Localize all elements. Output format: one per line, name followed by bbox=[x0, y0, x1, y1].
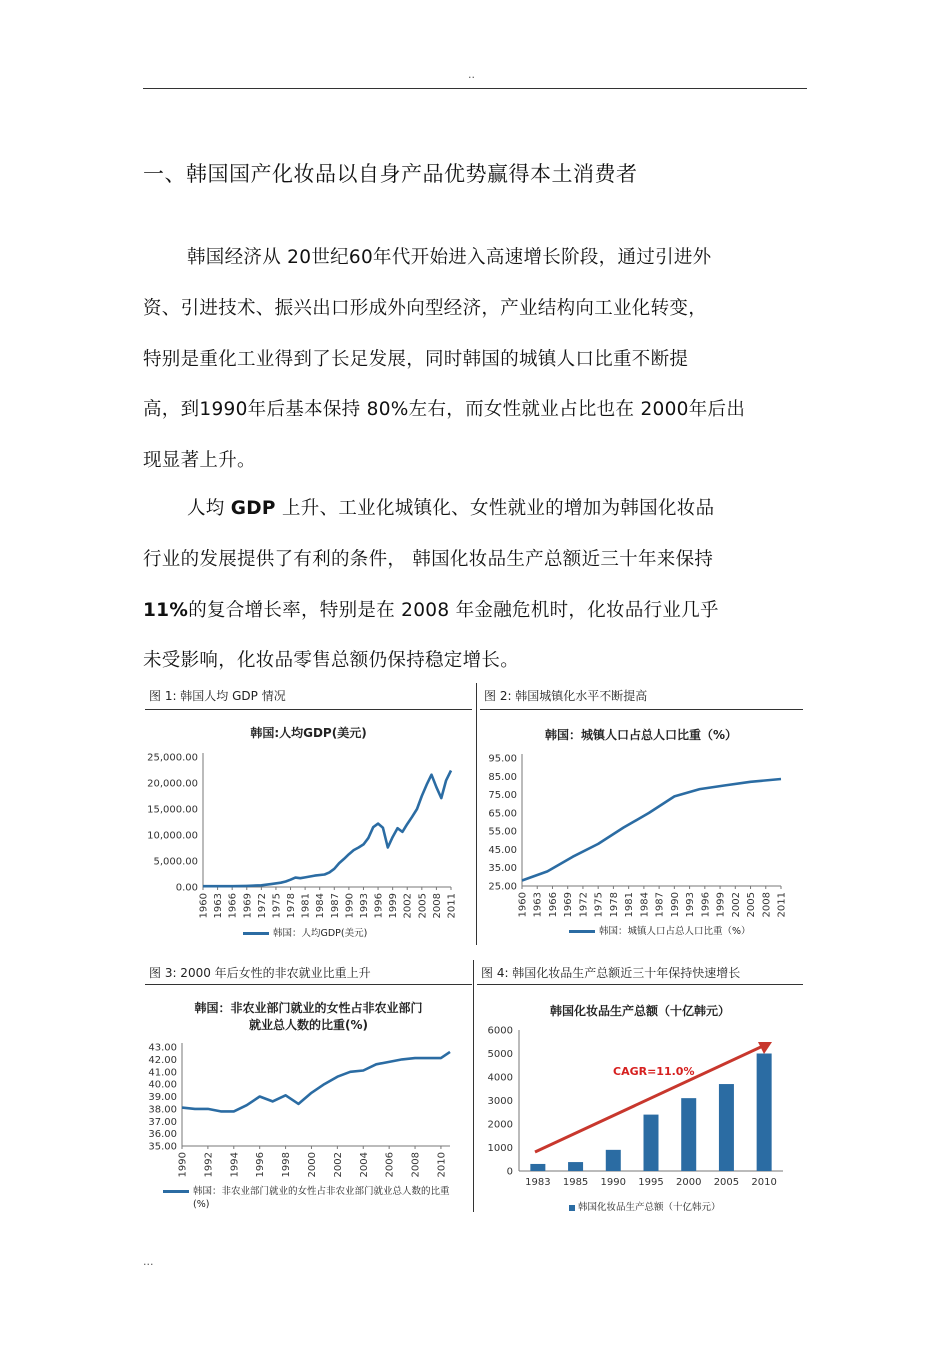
y-tick-label: 5,000.00 bbox=[153, 856, 198, 868]
paragraph1-line-1: 韩国经济从 20世纪60年代开始进入高速增长阶段，通过引进外 bbox=[187, 247, 712, 268]
chart-gdp bbox=[145, 712, 472, 944]
y-tick-label: 40.00 bbox=[148, 1079, 177, 1091]
chart-female-legend bbox=[163, 1185, 450, 1211]
p2-text-a: 人均 bbox=[187, 498, 231, 519]
y-tick-label: 35.00 bbox=[148, 1141, 177, 1153]
paragraph2-line-4: 未受影响，化妆品零售总额仍保持稳定增长。 bbox=[143, 650, 520, 671]
bar bbox=[568, 1162, 583, 1171]
chart-female-plot bbox=[145, 1036, 472, 1186]
chart-female-title bbox=[145, 1000, 472, 1034]
fig1-rule bbox=[145, 709, 472, 710]
x-tick-label: 1966 bbox=[227, 893, 239, 919]
legend-unit: (%) bbox=[193, 1199, 210, 1210]
x-tick-label: 2008 bbox=[761, 892, 773, 918]
x-tick-label: 1960 bbox=[198, 893, 210, 919]
x-tick-label: 2008 bbox=[410, 1152, 422, 1178]
y-tick-label: 10,000.00 bbox=[147, 830, 198, 842]
bar bbox=[757, 1054, 772, 1172]
chart-female-title-line-2: 就业总人数的比重(%) bbox=[249, 1018, 368, 1032]
x-tick-label: 2002 bbox=[402, 893, 414, 919]
y-tick-label: 35.00 bbox=[488, 863, 517, 875]
x-tick-label: 1975 bbox=[271, 893, 283, 919]
x-tick-label: 2008 bbox=[431, 893, 443, 919]
paragraph2-line-1 bbox=[187, 494, 714, 520]
section-heading: 一、韩国国产化妆品以自身产品优势赢得本土消费者 bbox=[143, 162, 638, 186]
y-tick-label: 0.00 bbox=[175, 882, 198, 894]
chart-gdp-legend bbox=[243, 925, 367, 939]
fig4-caption: 图 4: 韩国化妆品生产总额近三十年保持快速增长 bbox=[481, 966, 741, 980]
fig2-caption: 图 2: 韩国城镇化水平不断提高 bbox=[484, 689, 648, 703]
x-tick-label: 2000 bbox=[675, 1177, 702, 1188]
legend-swatch bbox=[569, 930, 595, 933]
paragraph1-line-3: 特别是重化工业得到了长足发展，同时韩国的城镇人口比重不断提 bbox=[143, 349, 689, 370]
x-tick-label: 2011 bbox=[446, 893, 458, 919]
y-tick-label: 39.00 bbox=[148, 1092, 177, 1103]
x-tick-label: 1978 bbox=[608, 892, 620, 918]
x-tick-label: 1985 bbox=[562, 1177, 589, 1188]
x-tick-label: 1963 bbox=[532, 892, 544, 918]
bar bbox=[530, 1164, 545, 1171]
x-tick-label: 1987 bbox=[329, 893, 341, 919]
y-tick-label: 85.00 bbox=[488, 771, 517, 783]
y-tick-label: 42.00 bbox=[148, 1054, 177, 1066]
p2-gdp: GDP bbox=[230, 498, 276, 519]
chart-urban-plot bbox=[479, 742, 803, 942]
x-tick-label: 1996 bbox=[700, 892, 712, 918]
x-tick-label: 1960 bbox=[517, 892, 529, 918]
column-divider-top bbox=[476, 683, 477, 945]
y-tick-label: 6000 bbox=[487, 1025, 513, 1037]
p2-text-l3: 的复合增长率，特别是在 2008 年金融危机时，化妆品行业几乎 bbox=[188, 600, 719, 621]
y-tick-label: 45.00 bbox=[488, 844, 517, 856]
y-tick-label: 4000 bbox=[487, 1072, 513, 1084]
x-tick-label: 1975 bbox=[593, 892, 605, 918]
bar bbox=[644, 1115, 659, 1171]
bar bbox=[681, 1098, 696, 1171]
y-tick-label: 25,000.00 bbox=[147, 752, 198, 764]
paragraph2-line-3 bbox=[143, 596, 719, 622]
x-tick-label: 1990 bbox=[600, 1177, 627, 1188]
x-tick-label: 2005 bbox=[713, 1177, 740, 1188]
fig1-caption: 图 1: 韩国人均 GDP 情况 bbox=[149, 689, 286, 703]
header-mark: .. bbox=[468, 68, 475, 81]
chart-gdp-title: 韩国:人均GDP(美元) bbox=[250, 726, 367, 740]
x-tick-label: 2004 bbox=[358, 1152, 370, 1178]
x-tick-label: 1990 bbox=[177, 1152, 189, 1178]
x-tick-label: 1983 bbox=[525, 1177, 551, 1188]
chart-female-employment bbox=[145, 988, 472, 1214]
y-tick-label: 20,000.00 bbox=[147, 778, 198, 790]
series-line bbox=[182, 1052, 450, 1112]
legend-swatch bbox=[569, 1205, 575, 1211]
x-tick-label: 1972 bbox=[578, 892, 590, 918]
chart-cosmetics-legend bbox=[569, 1199, 721, 1213]
x-tick-label: 2000 bbox=[306, 1152, 318, 1178]
legend-label: 韩国化妆品生产总额（十亿韩元） bbox=[578, 1202, 721, 1213]
chart-cosmetics-title: 韩国化妆品生产总额（十亿韩元） bbox=[549, 1004, 730, 1018]
x-tick-label: 2005 bbox=[746, 892, 758, 918]
y-tick-label: 25.00 bbox=[488, 881, 517, 893]
x-tick-label: 1981 bbox=[624, 892, 636, 918]
y-tick-label: 0 bbox=[506, 1166, 513, 1178]
chart-female-title-line-1: 韩国：非农业部门就业的女性占非农业部门 bbox=[194, 1001, 423, 1015]
y-tick-label: 55.00 bbox=[488, 826, 517, 838]
legend-label: 韩国：非农业部门就业的女性占非农业部门就业总人数的比重 bbox=[193, 1186, 450, 1197]
x-tick-label: 1993 bbox=[685, 892, 697, 918]
x-tick-label: 1981 bbox=[300, 893, 312, 919]
y-tick-label: 1000 bbox=[487, 1143, 513, 1154]
legend-swatch bbox=[163, 1190, 189, 1193]
x-tick-label: 1999 bbox=[388, 893, 400, 919]
fig4-rule bbox=[477, 984, 803, 985]
bar bbox=[606, 1150, 621, 1171]
x-tick-label: 1963 bbox=[213, 893, 225, 919]
y-tick-label: 65.00 bbox=[488, 808, 517, 820]
chart-cosmetics-output bbox=[477, 988, 803, 1214]
x-tick-label: 1969 bbox=[242, 893, 254, 919]
chart-urban-title: 韩国：城镇人口占总人口比重（%） bbox=[544, 728, 738, 742]
x-tick-label: 1990 bbox=[669, 892, 681, 918]
chart-urban-legend bbox=[569, 923, 751, 937]
x-tick-label: 1966 bbox=[547, 892, 559, 918]
x-tick-label: 2006 bbox=[384, 1152, 396, 1178]
y-tick-label: 37.00 bbox=[148, 1116, 177, 1128]
x-tick-label: 2010 bbox=[751, 1177, 777, 1188]
x-tick-label: 1996 bbox=[373, 893, 385, 919]
fig3-caption: 图 3: 2000 年后女性的非农就业比重上升 bbox=[149, 966, 371, 980]
y-tick-label: 36.00 bbox=[148, 1129, 177, 1141]
x-tick-label: 1998 bbox=[281, 1152, 293, 1178]
x-tick-label: 2002 bbox=[332, 1152, 344, 1178]
bar bbox=[719, 1084, 734, 1171]
fig2-rule bbox=[480, 709, 803, 710]
p2-text-c: 上升、工业化城镇化、女性就业的增加为韩国化妆品 bbox=[275, 498, 715, 519]
paragraph1-line-4: 高，到1990年后基本保持 80%左右，而女性就业占比也在 2000年后出 bbox=[143, 399, 746, 420]
column-divider-bottom bbox=[473, 960, 474, 1212]
y-tick-label: 3000 bbox=[487, 1096, 513, 1107]
x-tick-label: 1969 bbox=[563, 892, 575, 918]
y-tick-label: 43.00 bbox=[148, 1042, 177, 1054]
chart-gdp-plot bbox=[145, 742, 472, 942]
y-tick-label: 5000 bbox=[487, 1049, 513, 1060]
paragraph1-line-5: 现显著上升。 bbox=[143, 450, 256, 471]
series-line bbox=[203, 771, 451, 887]
series-line bbox=[522, 779, 781, 881]
y-tick-label: 15,000.00 bbox=[147, 804, 198, 816]
x-tick-label: 2002 bbox=[730, 892, 742, 918]
x-tick-label: 1972 bbox=[256, 893, 268, 919]
legend-label: 韩国：人均GDP(美元) bbox=[273, 928, 368, 939]
x-tick-label: 2010 bbox=[436, 1152, 448, 1178]
footer-mark: ... bbox=[143, 1255, 154, 1268]
legend-swatch bbox=[243, 932, 269, 935]
y-tick-label: 38.00 bbox=[148, 1104, 177, 1116]
y-tick-label: 2000 bbox=[487, 1119, 513, 1131]
x-tick-label: 2011 bbox=[776, 892, 788, 918]
y-tick-label: 95.00 bbox=[488, 753, 517, 765]
cagr-label: CAGR=11.0% bbox=[613, 1065, 695, 1078]
chart-cosmetics-plot bbox=[477, 1018, 803, 1203]
legend-label: 韩国：城镇人口占总人口比重（%） bbox=[599, 926, 751, 937]
x-tick-label: 1987 bbox=[654, 892, 666, 918]
x-tick-label: 1996 bbox=[255, 1152, 267, 1178]
x-tick-label: 1994 bbox=[229, 1152, 241, 1178]
chart-urban bbox=[479, 712, 803, 944]
x-tick-label: 1984 bbox=[315, 893, 327, 919]
x-tick-label: 1978 bbox=[286, 893, 298, 919]
x-tick-label: 1990 bbox=[344, 893, 356, 919]
x-tick-label: 1995 bbox=[638, 1177, 664, 1188]
x-tick-label: 1993 bbox=[358, 893, 370, 919]
header-rule bbox=[143, 88, 807, 89]
x-tick-label: 1999 bbox=[715, 892, 727, 918]
x-tick-label: 1992 bbox=[203, 1152, 215, 1178]
y-tick-label: 41.00 bbox=[148, 1067, 177, 1079]
p2-rate: 11% bbox=[143, 600, 189, 621]
paragraph2-line-2: 行业的发展提供了有利的条件， 韩国化妆品生产总额近三十年来保持 bbox=[143, 549, 714, 570]
fig3-rule bbox=[145, 984, 472, 985]
x-tick-label: 1984 bbox=[639, 892, 651, 918]
x-tick-label: 2005 bbox=[417, 893, 429, 919]
paragraph1-line-2: 资、引进技术、振兴出口形成外向型经济，产业结构向工业化转变， bbox=[143, 298, 708, 319]
y-tick-label: 75.00 bbox=[488, 790, 517, 802]
